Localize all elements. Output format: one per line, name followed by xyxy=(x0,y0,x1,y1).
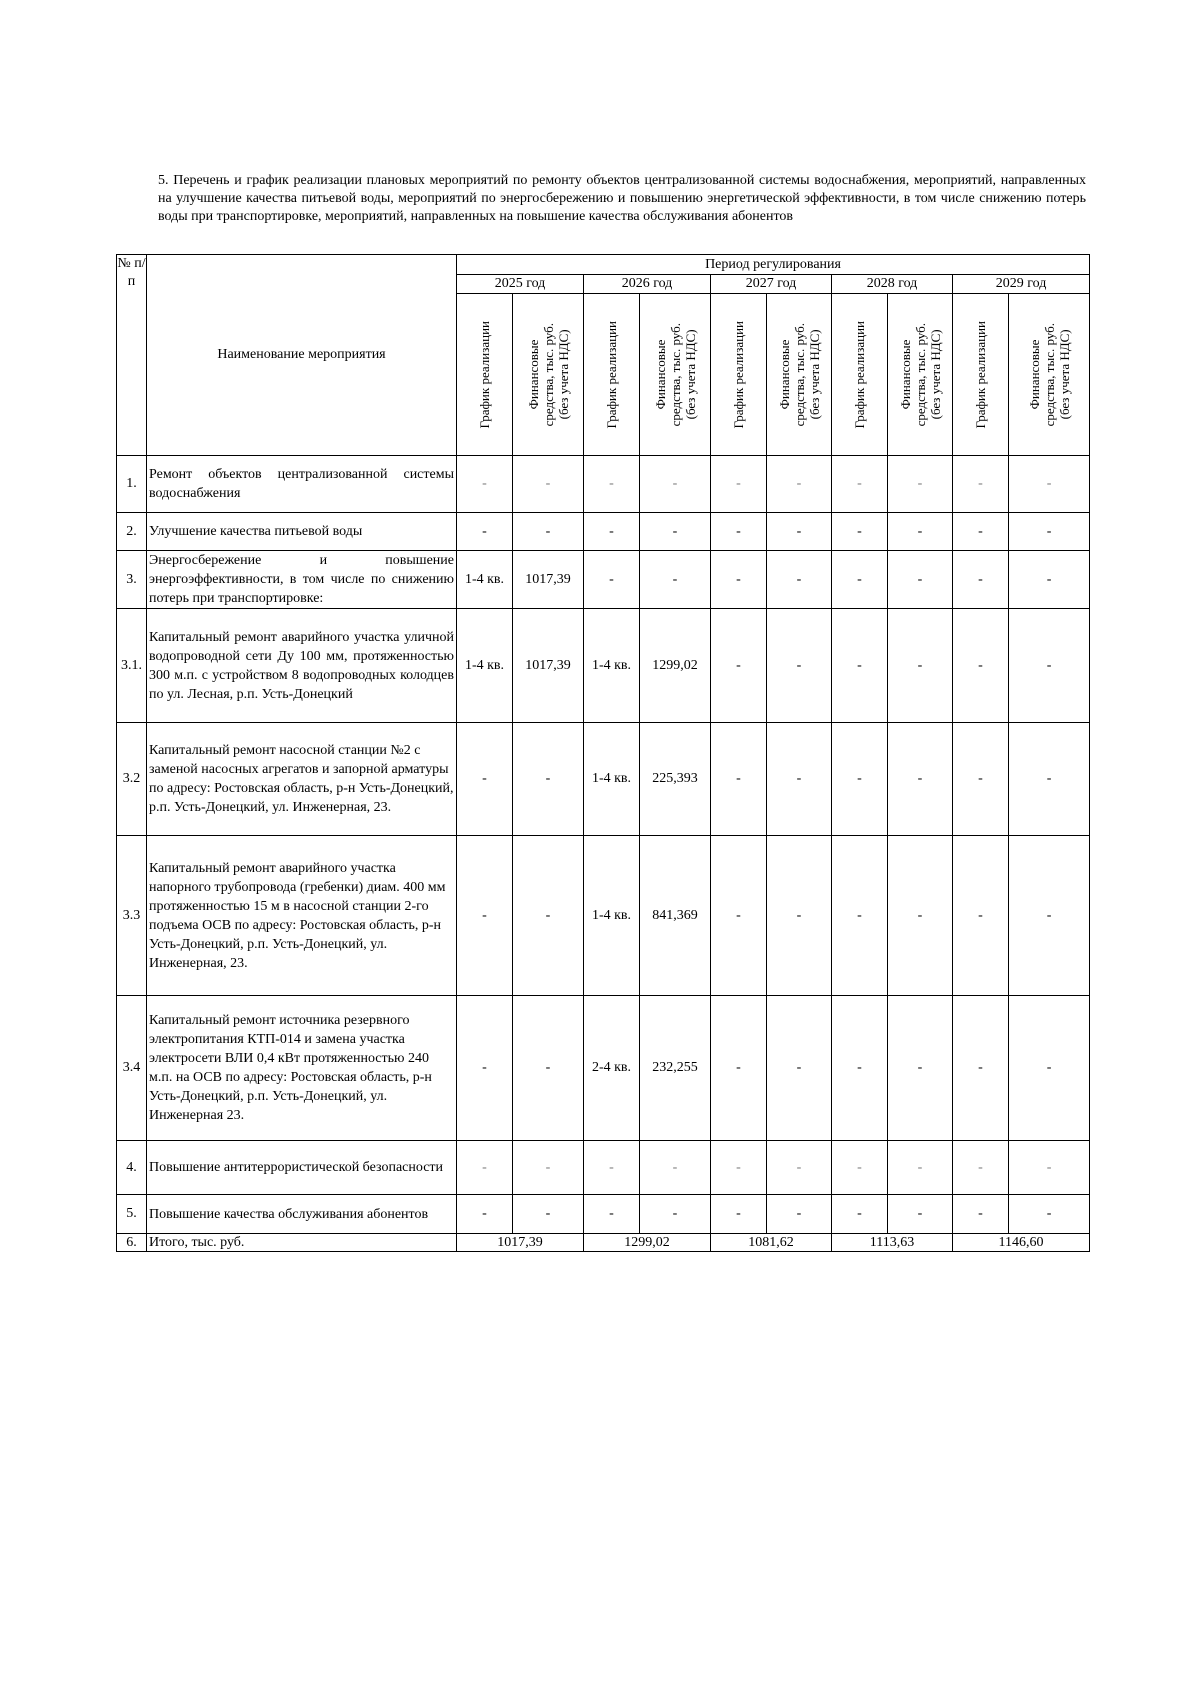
schedule-cell-2029: - xyxy=(953,996,1009,1141)
row-activity-name: Повышение качества обслуживания абонентов xyxy=(147,1195,457,1234)
total-label: Итого, тыс. руб. xyxy=(147,1234,457,1252)
schedule-cell-2025: - xyxy=(457,996,513,1141)
header-schedule-2029 xyxy=(953,294,1009,456)
table-row xyxy=(117,1141,1090,1195)
schedule-cell-2027: - xyxy=(711,456,767,513)
schedule-cell-2025: - xyxy=(457,1195,513,1234)
funds-label: Финансовые средства, тыс. руб. (без учета НДС) xyxy=(897,322,943,427)
funds-cell-2027: - xyxy=(767,836,832,996)
funds-cell-2028: - xyxy=(888,1141,953,1195)
schedule-label: График реализации xyxy=(604,320,619,429)
funds-cell-2026: 841,369 xyxy=(640,836,711,996)
header-funds-2025 xyxy=(513,294,584,456)
header-schedule-2025 xyxy=(457,294,513,456)
schedule-cell-2027: - xyxy=(711,1195,767,1234)
total-value-2029: 1146,60 xyxy=(953,1234,1090,1252)
funds-cell-2028: - xyxy=(888,551,953,609)
schedule-cell-2028: - xyxy=(832,551,888,609)
table-row xyxy=(117,996,1090,1141)
schedule-cell-2025: 1-4 кв. xyxy=(457,551,513,609)
table-row xyxy=(117,609,1090,723)
schedule-cell-2026: - xyxy=(584,1195,640,1234)
schedule-cell-2029: - xyxy=(953,836,1009,996)
row-number: 3.3 xyxy=(117,836,147,996)
activities-schedule-table xyxy=(116,254,1090,1252)
funds-cell-2028: - xyxy=(888,723,953,836)
schedule-cell-2028: - xyxy=(832,456,888,513)
row-number: 5. xyxy=(117,1195,147,1234)
header-year-2029: 2029 год xyxy=(953,275,1090,294)
table-row xyxy=(117,836,1090,996)
funds-cell-2025: - xyxy=(513,1195,584,1234)
row-number: 2. xyxy=(117,513,147,551)
schedule-cell-2028: - xyxy=(832,513,888,551)
schedule-cell-2027: - xyxy=(711,723,767,836)
schedule-cell-2026: - xyxy=(584,1141,640,1195)
header-name: Наименование мероприятия xyxy=(147,255,457,456)
header-year-2025: 2025 год xyxy=(457,275,584,294)
funds-cell-2029: - xyxy=(1009,1195,1090,1234)
funds-cell-2029: - xyxy=(1009,996,1090,1141)
funds-cell-2026: 1299,02 xyxy=(640,609,711,723)
funds-cell-2026: - xyxy=(640,456,711,513)
funds-cell-2026: - xyxy=(640,1141,711,1195)
header-funds-2028 xyxy=(888,294,953,456)
funds-cell-2025: - xyxy=(513,996,584,1141)
funds-cell-2027: - xyxy=(767,551,832,609)
funds-cell-2029: - xyxy=(1009,609,1090,723)
schedule-cell-2029: - xyxy=(953,609,1009,723)
schedule-cell-2027: - xyxy=(711,551,767,609)
row-activity-name: Ремонт объектов централизованной системы водоснабжения xyxy=(147,456,457,513)
funds-cell-2028: - xyxy=(888,996,953,1141)
funds-cell-2026: - xyxy=(640,1195,711,1234)
row-activity-name: Капитальный ремонт аварийного участка уличной водопроводной сети Ду 100 мм, протяженностью 300 м.п. с устройством 8 водопроводных колодцев по ул. Лесная, р.п. Усть-Донецкий xyxy=(147,609,457,723)
schedule-cell-2028: - xyxy=(832,996,888,1141)
funds-cell-2025: - xyxy=(513,513,584,551)
schedule-cell-2026: 1-4 кв. xyxy=(584,609,640,723)
schedule-cell-2028: - xyxy=(832,609,888,723)
row-number: 1. xyxy=(117,456,147,513)
schedule-cell-2027: - xyxy=(711,996,767,1141)
schedule-cell-2028: - xyxy=(832,1141,888,1195)
header-schedule-2028 xyxy=(832,294,888,456)
schedule-cell-2029: - xyxy=(953,551,1009,609)
row-number: 3. xyxy=(117,551,147,609)
schedule-label: График реализации xyxy=(973,320,988,429)
row-activity-name: Капитальный ремонт насосной станции №2 с заменой насосных агрегатов и запорной арматуры по адресу: Ростовская область, р-н Усть-Донецкий, р.п. Усть-Донецкий, ул. Инженерная, 23. xyxy=(147,723,457,836)
funds-cell-2027: - xyxy=(767,513,832,551)
schedule-cell-2025: - xyxy=(457,513,513,551)
row-activity-name: Капитальный ремонт аварийного участка напорного трубопровода (гребенки) диам. 400 мм протяженностью 15 м в насосной станции 2-го подъема ОСВ по адресу: Ростовская область, р-н Усть-Донецкий, р.п. Усть-Донецкий, ул. Инженерная, 23. xyxy=(147,836,457,996)
schedule-cell-2027: - xyxy=(711,513,767,551)
funds-cell-2026: 232,255 xyxy=(640,996,711,1141)
schedule-cell-2029: - xyxy=(953,456,1009,513)
funds-label: Финансовые средства, тыс. руб. (без учета НДС) xyxy=(1026,322,1072,427)
row-number: 4. xyxy=(117,1141,147,1195)
funds-cell-2027: - xyxy=(767,1195,832,1234)
funds-cell-2025: - xyxy=(513,456,584,513)
header-num: № п/п xyxy=(117,255,147,456)
funds-cell-2029: - xyxy=(1009,513,1090,551)
row-activity-name: Улучшение качества питьевой воды xyxy=(147,513,457,551)
schedule-cell-2025: - xyxy=(457,456,513,513)
funds-cell-2028: - xyxy=(888,836,953,996)
header-funds-2029 xyxy=(1009,294,1090,456)
schedule-cell-2029: - xyxy=(953,723,1009,836)
header-funds-2027 xyxy=(767,294,832,456)
schedule-cell-2026: - xyxy=(584,551,640,609)
schedule-cell-2027: - xyxy=(711,609,767,723)
row-number: 3.4 xyxy=(117,996,147,1141)
row-number: 3.2 xyxy=(117,723,147,836)
funds-cell-2029: - xyxy=(1009,456,1090,513)
funds-label: Финансовые средства, тыс. руб. (без учета НДС) xyxy=(776,322,822,427)
table-row xyxy=(117,1195,1090,1234)
header-year-2026: 2026 год xyxy=(584,275,711,294)
header-funds-2026 xyxy=(640,294,711,456)
schedule-label: График реализации xyxy=(477,320,492,429)
schedule-cell-2026: 2-4 кв. xyxy=(584,996,640,1141)
funds-cell-2027: - xyxy=(767,723,832,836)
table-row xyxy=(117,723,1090,836)
row-activity-name: Повышение антитеррористической безопасности xyxy=(147,1141,457,1195)
total-row xyxy=(117,1234,1090,1252)
funds-cell-2029: - xyxy=(1009,723,1090,836)
section-intro-text: 5. Перечень и график реализации плановых мероприятий по ремонту объектов централизованной системы водоснабжения, мероприятий, направленных на улучшение качества питьевой воды, мероприятий по энергосбережению и повышению энергетической эффективности, в том числе снижению потерь воды при транспортировке, мероприятий, направленных на повышение качества обслуживания абонентов xyxy=(158,173,1086,224)
schedule-cell-2026: 1-4 кв. xyxy=(584,836,640,996)
funds-cell-2025: - xyxy=(513,723,584,836)
header-schedule-2026 xyxy=(584,294,640,456)
schedule-cell-2026: 1-4 кв. xyxy=(584,723,640,836)
funds-cell-2025: - xyxy=(513,1141,584,1195)
total-value-2025: 1017,39 xyxy=(457,1234,584,1252)
funds-cell-2025: 1017,39 xyxy=(513,609,584,723)
schedule-cell-2025: 1-4 кв. xyxy=(457,609,513,723)
row-activity-name: Капитальный ремонт источника резервного электропитания КТП-014 и замена участка электросети ВЛИ 0,4 кВт протяженностью 240 м.п. на ОСВ по адресу: Ростовская область, р-н Усть-Донецкий, р.п. Усть-Донецкий, ул. Инженерная 23. xyxy=(147,996,457,1141)
schedule-cell-2025: - xyxy=(457,1141,513,1195)
funds-cell-2025: - xyxy=(513,836,584,996)
funds-cell-2027: - xyxy=(767,456,832,513)
schedule-label: График реализации xyxy=(731,320,746,429)
total-value-2027: 1081,62 xyxy=(711,1234,832,1252)
total-number: 6. xyxy=(117,1234,147,1252)
funds-cell-2027: - xyxy=(767,1141,832,1195)
schedule-cell-2028: - xyxy=(832,1195,888,1234)
funds-cell-2027: - xyxy=(767,996,832,1141)
schedule-cell-2027: - xyxy=(711,836,767,996)
table-row xyxy=(117,551,1090,609)
funds-cell-2026: - xyxy=(640,551,711,609)
funds-cell-2028: - xyxy=(888,456,953,513)
header-schedule-2027 xyxy=(711,294,767,456)
total-value-2026: 1299,02 xyxy=(584,1234,711,1252)
funds-cell-2028: - xyxy=(888,1195,953,1234)
table-row xyxy=(117,513,1090,551)
funds-cell-2029: - xyxy=(1009,551,1090,609)
schedule-cell-2026: - xyxy=(584,456,640,513)
funds-label: Финансовые средства, тыс. руб. (без учета НДС) xyxy=(652,322,698,427)
row-activity-name: Энергосбережение и повышение энергоэффективности, в том числе по снижению потерь при транспортировке: xyxy=(147,551,457,609)
funds-cell-2025: 1017,39 xyxy=(513,551,584,609)
funds-label: Финансовые средства, тыс. руб. (без учета НДС) xyxy=(525,322,571,427)
funds-cell-2029: - xyxy=(1009,836,1090,996)
schedule-cell-2029: - xyxy=(953,513,1009,551)
header-year-2028: 2028 год xyxy=(832,275,953,294)
funds-cell-2028: - xyxy=(888,513,953,551)
funds-cell-2026: - xyxy=(640,513,711,551)
funds-cell-2029: - xyxy=(1009,1141,1090,1195)
funds-cell-2028: - xyxy=(888,609,953,723)
schedule-cell-2027: - xyxy=(711,1141,767,1195)
header-period: Период регулирования xyxy=(457,255,1090,275)
schedule-cell-2028: - xyxy=(832,836,888,996)
funds-cell-2026: 225,393 xyxy=(640,723,711,836)
total-value-2028: 1113,63 xyxy=(832,1234,953,1252)
table-row xyxy=(117,456,1090,513)
schedule-cell-2029: - xyxy=(953,1195,1009,1234)
schedule-cell-2025: - xyxy=(457,836,513,996)
row-number: 3.1. xyxy=(117,609,147,723)
schedule-cell-2026: - xyxy=(584,513,640,551)
schedule-cell-2028: - xyxy=(832,723,888,836)
schedule-cell-2029: - xyxy=(953,1141,1009,1195)
header-year-2027: 2027 год xyxy=(711,275,832,294)
funds-cell-2027: - xyxy=(767,609,832,723)
schedule-cell-2025: - xyxy=(457,723,513,836)
schedule-label: График реализации xyxy=(852,320,867,429)
